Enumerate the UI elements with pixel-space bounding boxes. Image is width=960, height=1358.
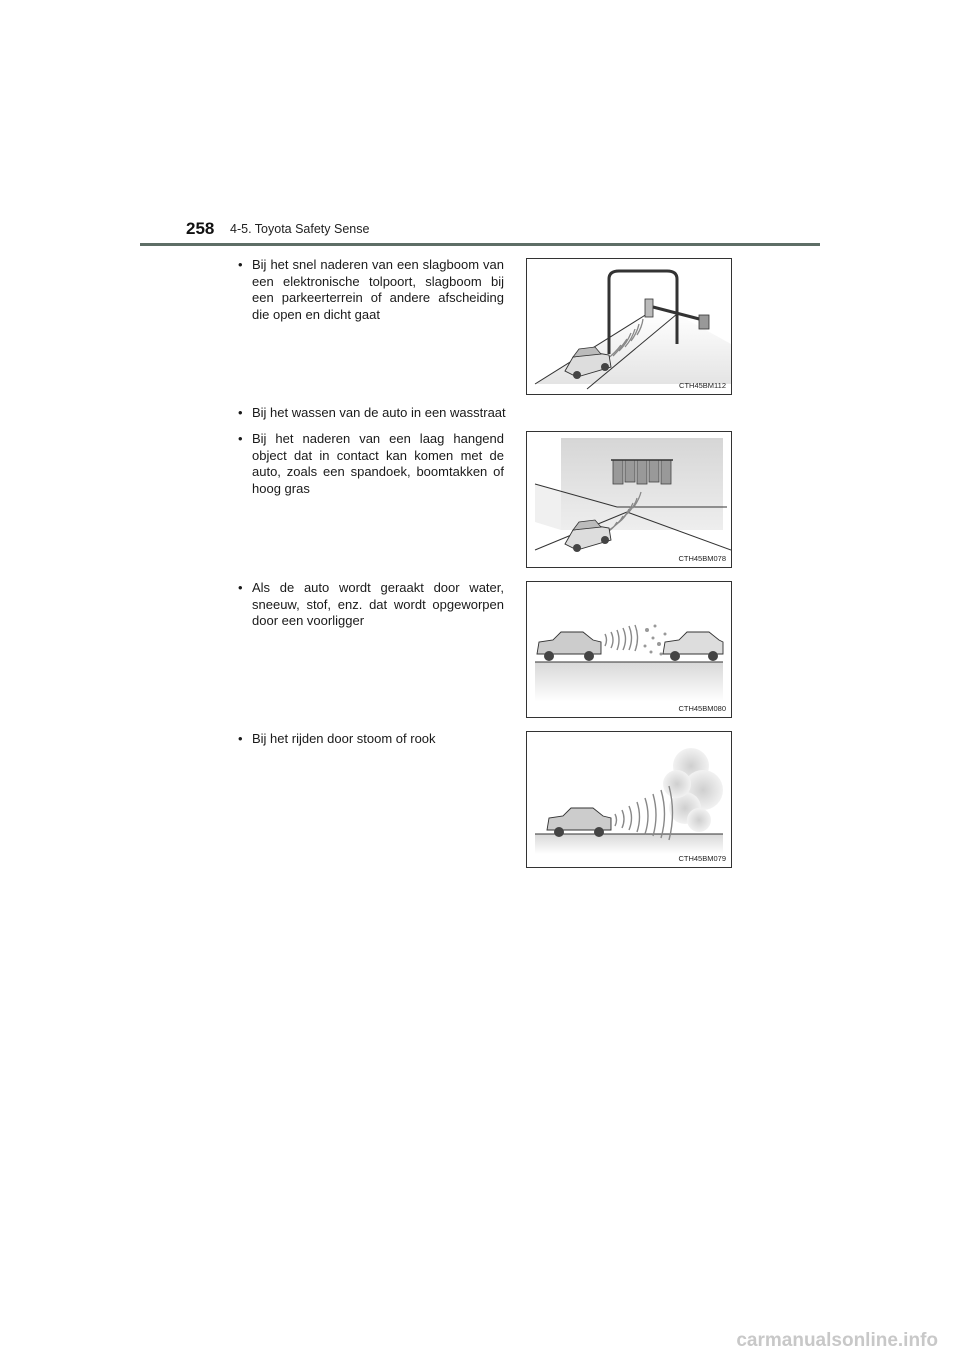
figure-code: CTH45BM112 bbox=[679, 381, 726, 390]
figure-spray-from-vehicle-ahead bbox=[526, 581, 732, 718]
bullet-item bbox=[238, 405, 528, 422]
bullet-item bbox=[238, 257, 504, 323]
bullet-text: Bij het rijden door stoom of rook bbox=[252, 731, 436, 746]
bullet-dot: • bbox=[238, 580, 243, 595]
bullet-item bbox=[238, 431, 504, 497]
bullet-dot: • bbox=[238, 257, 243, 272]
barrier-gate-illustration bbox=[527, 259, 731, 394]
watermark: carmanualsonline.info bbox=[736, 1330, 938, 1351]
page-number: 258 bbox=[186, 219, 215, 238]
spray-illustration bbox=[527, 582, 731, 717]
bullet-text: Bij het wassen van de auto in een wasstraat bbox=[252, 405, 506, 420]
figure-code: CTH45BM080 bbox=[678, 704, 726, 713]
figure-barrier-gate bbox=[526, 258, 732, 395]
bullet-item bbox=[238, 731, 528, 748]
steam-smoke-illustration bbox=[527, 732, 731, 867]
figure-code: CTH45BM078 bbox=[678, 554, 726, 563]
bullet-text: Als de auto wordt geraakt door water, sneeuw, stof, enz. dat wordt opgeworpen door een voorligger bbox=[252, 580, 504, 628]
bullet-dot: • bbox=[238, 405, 243, 420]
header-rule bbox=[140, 243, 820, 246]
figure-low-hanging-object bbox=[526, 431, 732, 568]
section-title: 4-5. Toyota Safety Sense bbox=[230, 222, 370, 236]
bullet-text: Bij het naderen van een laag hangend object dat in contact kan komen met de auto, zoals een spandoek, boomtakken of hoog gras bbox=[252, 431, 504, 496]
bullet-item bbox=[238, 580, 504, 630]
figure-code: CTH45BM079 bbox=[678, 854, 726, 863]
low-hanging-object-illustration bbox=[527, 432, 731, 567]
bullet-dot: • bbox=[238, 431, 243, 446]
bullet-dot: • bbox=[238, 731, 243, 746]
bullet-text: Bij het snel naderen van een slagboom van een elektronische tolpoort, slagboom bij een parkeerterrein of andere afscheiding die open en dicht gaat bbox=[252, 257, 504, 322]
figure-steam-or-smoke bbox=[526, 731, 732, 868]
